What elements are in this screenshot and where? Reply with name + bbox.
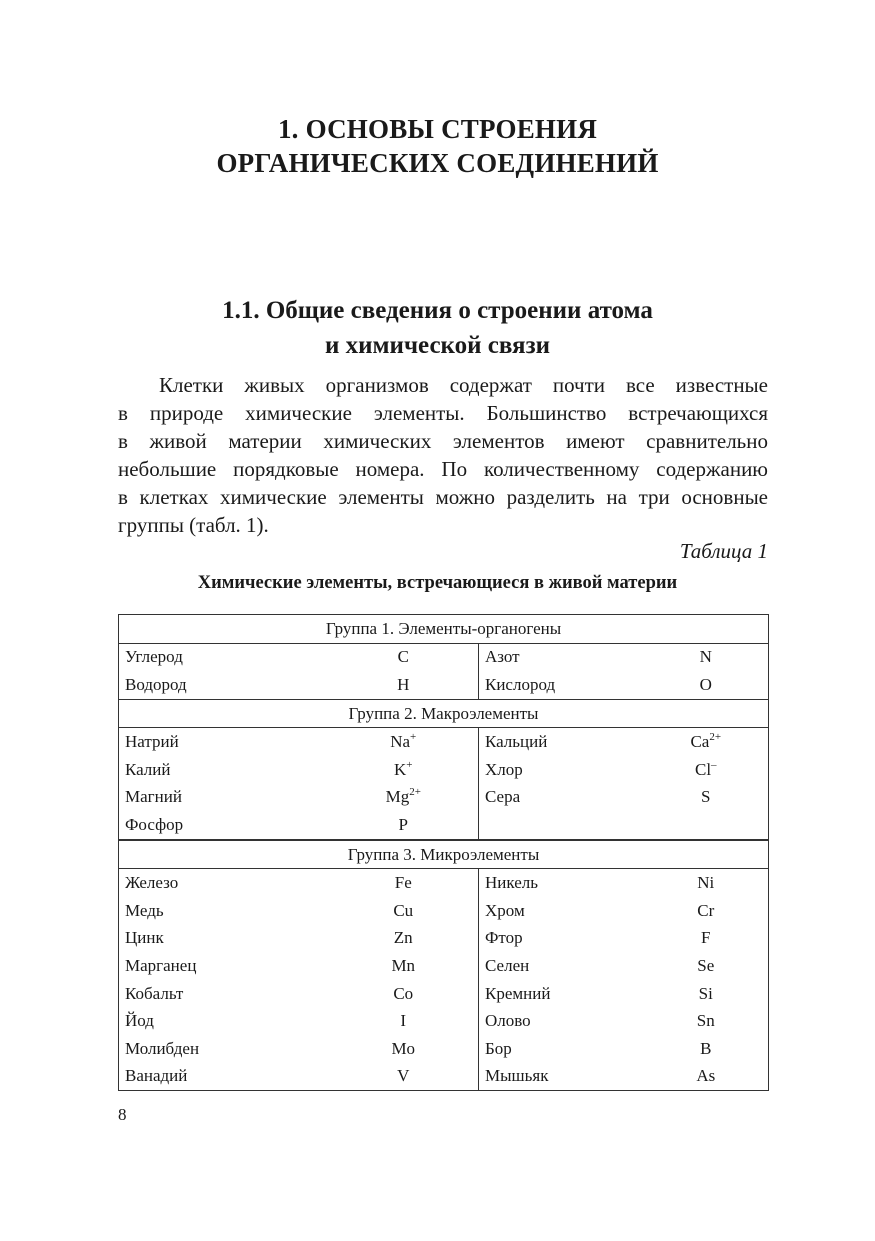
element-name-cell xyxy=(479,1063,644,1091)
element-name: Фосфор xyxy=(125,814,184,834)
element-symbol: Cr xyxy=(697,900,715,920)
element-name: Кобальт xyxy=(125,983,184,1003)
element-name: Медь xyxy=(125,900,164,920)
element-name: Азот xyxy=(485,647,520,667)
element-symbol: H xyxy=(397,674,410,694)
element-symbol-cell xyxy=(644,811,769,840)
element-symbol-cell xyxy=(329,784,479,812)
paragraph-line: группы (табл. 1). xyxy=(118,513,269,537)
element-name-cell xyxy=(119,869,329,897)
element-symbol: N xyxy=(699,647,712,667)
element-name-cell xyxy=(119,925,329,953)
element-row xyxy=(119,925,769,953)
element-symbol: Ni xyxy=(697,873,715,893)
paragraph-line: в клетках химические элементы можно разделить на три основные xyxy=(118,485,768,509)
element-name-cell xyxy=(479,1035,644,1063)
element-name-cell xyxy=(119,952,329,980)
element-name: Олово xyxy=(485,1011,531,1031)
element-name: Йод xyxy=(125,1011,154,1031)
element-name: Молибден xyxy=(125,1038,200,1058)
element-symbol: Co xyxy=(393,983,414,1003)
element-symbol: As xyxy=(696,1066,716,1086)
element-name-cell xyxy=(119,1007,329,1035)
paragraph-line: небольшие порядковые номера. По количественному содержанию xyxy=(118,457,768,481)
element-row xyxy=(119,756,769,784)
ion-charge: 2+ xyxy=(409,786,421,799)
group-title: Группа 1. Элементы-органогены xyxy=(119,615,769,644)
element-row xyxy=(119,784,769,812)
group-header-row xyxy=(119,699,769,728)
element-symbol-cell xyxy=(644,1007,769,1035)
element-row xyxy=(119,952,769,980)
element-symbol: Mo xyxy=(391,1038,416,1058)
paragraph-line: в живой материи химических элементов имеют сравнительно xyxy=(118,429,768,453)
element-name-cell xyxy=(119,671,329,699)
element-symbol-cell xyxy=(644,952,769,980)
element-symbol: Se xyxy=(697,955,715,975)
element-symbol: Ca xyxy=(690,732,710,752)
element-name-cell xyxy=(479,784,644,812)
element-symbol-cell xyxy=(329,1007,479,1035)
group-header-row xyxy=(119,615,769,644)
element-name: Фтор xyxy=(485,928,523,948)
element-symbol-cell xyxy=(644,897,769,925)
chapter-title-line-2: ОРГАНИЧЕСКИХ СОЕДИНЕНИЙ xyxy=(216,148,659,178)
element-name-cell xyxy=(119,728,329,756)
element-name: Железо xyxy=(125,873,179,893)
body-paragraph xyxy=(118,371,768,539)
element-row xyxy=(119,980,769,1008)
element-name: Мышьяк xyxy=(485,1066,549,1086)
element-name: Кальций xyxy=(485,732,548,752)
page-number: 8 xyxy=(118,1105,127,1124)
element-symbol: Zn xyxy=(393,928,413,948)
elements-table xyxy=(118,614,769,1091)
element-symbol-cell xyxy=(644,980,769,1008)
element-symbol-cell xyxy=(329,925,479,953)
element-symbol: Sn xyxy=(696,1011,715,1031)
element-name: Натрий xyxy=(125,732,179,752)
element-name-cell xyxy=(119,756,329,784)
element-name: Кремний xyxy=(485,983,551,1003)
group-title: Группа 3. Микроэлементы xyxy=(119,840,769,869)
element-name-cell xyxy=(119,643,329,671)
element-symbol-cell xyxy=(329,728,479,756)
element-symbol-cell xyxy=(644,756,769,784)
element-name-cell xyxy=(119,1063,329,1091)
element-name-cell xyxy=(479,671,644,699)
element-symbol-cell xyxy=(329,897,479,925)
element-symbol-cell xyxy=(329,869,479,897)
element-name: Калий xyxy=(125,759,171,779)
group-header-row xyxy=(119,840,769,869)
element-symbol: Si xyxy=(698,983,713,1003)
element-name: Марганец xyxy=(125,955,197,975)
element-symbol: Fe xyxy=(394,873,412,893)
paragraph-line: в природе химические элементы. Большинство встречающихся xyxy=(118,401,768,425)
ion-charge: 2+ xyxy=(709,731,722,744)
element-name: Углерод xyxy=(125,647,183,667)
element-symbol: Cl xyxy=(694,759,712,779)
element-name-cell xyxy=(119,980,329,1008)
element-name-cell xyxy=(119,1035,329,1063)
element-row xyxy=(119,869,769,897)
table-label: Таблица 1 xyxy=(679,539,768,563)
element-name-cell xyxy=(479,811,644,840)
table-caption: Химические элементы, встречающиеся в живой материи xyxy=(197,573,678,593)
element-symbol: Cu xyxy=(393,900,414,920)
element-symbol-cell xyxy=(329,952,479,980)
chapter-title-line-1: 1. ОСНОВЫ СТРОЕНИЯ xyxy=(277,114,598,144)
element-symbol: K xyxy=(394,759,407,779)
element-symbol-cell xyxy=(329,643,479,671)
element-symbol-cell xyxy=(329,756,479,784)
chapter-title xyxy=(0,112,875,180)
element-symbol: Na xyxy=(390,732,411,752)
section-title xyxy=(0,293,875,363)
element-name-cell xyxy=(479,869,644,897)
element-name-cell xyxy=(479,980,644,1008)
element-row xyxy=(119,728,769,756)
element-symbol-cell xyxy=(329,671,479,699)
element-name-cell xyxy=(479,952,644,980)
element-name-cell xyxy=(479,925,644,953)
element-name-cell xyxy=(119,784,329,812)
element-symbol: I xyxy=(400,1011,407,1031)
element-name: Магний xyxy=(125,787,182,807)
element-name: Бор xyxy=(485,1038,512,1058)
element-name-cell xyxy=(119,811,329,840)
element-row xyxy=(119,643,769,671)
element-name: Ванадий xyxy=(125,1066,188,1086)
element-name-cell xyxy=(479,897,644,925)
element-symbol-cell xyxy=(644,643,769,671)
ion-charge: + xyxy=(406,758,413,771)
element-name: Кислород xyxy=(485,674,556,694)
section-title-line-1: 1.1. Общие сведения о строении атома xyxy=(222,297,653,324)
element-symbol-cell xyxy=(329,980,479,1008)
element-row xyxy=(119,1035,769,1063)
element-symbol: C xyxy=(397,647,409,667)
elements-table-body xyxy=(119,615,769,1091)
element-symbol: F xyxy=(701,928,711,948)
element-symbol: O xyxy=(699,674,712,694)
element-symbol-cell xyxy=(644,925,769,953)
element-symbol-cell xyxy=(644,869,769,897)
element-name: Хром xyxy=(485,900,525,920)
element-name-cell xyxy=(479,756,644,784)
element-name: Цинк xyxy=(125,928,164,948)
ion-charge: – xyxy=(711,758,717,771)
element-symbol-cell xyxy=(644,1063,769,1091)
element-row xyxy=(119,897,769,925)
element-symbol-cell xyxy=(644,784,769,812)
element-symbol-cell xyxy=(329,1063,479,1091)
element-symbol-cell xyxy=(329,811,479,840)
element-symbol-cell xyxy=(644,728,769,756)
element-symbol: V xyxy=(397,1066,410,1086)
element-row xyxy=(119,1063,769,1091)
section-title-line-2: и химической связи xyxy=(324,332,551,359)
ion-charge: + xyxy=(410,731,417,744)
element-row xyxy=(119,671,769,699)
element-row xyxy=(119,1007,769,1035)
element-symbol: P xyxy=(398,814,408,834)
element-row xyxy=(119,811,769,840)
element-name: Никель xyxy=(485,873,538,893)
element-name-cell xyxy=(479,1007,644,1035)
group-title: Группа 2. Макроэлементы xyxy=(119,699,769,728)
element-name: Селен xyxy=(485,955,530,975)
element-symbol: B xyxy=(700,1038,712,1058)
element-symbol: S xyxy=(701,787,711,807)
element-name-cell xyxy=(479,643,644,671)
element-name-cell xyxy=(479,728,644,756)
element-name-cell xyxy=(119,897,329,925)
element-symbol: Mg xyxy=(385,787,410,807)
paragraph-line: Клетки живых организмов содержат почти все известные xyxy=(159,373,768,397)
element-symbol-cell xyxy=(329,1035,479,1063)
element-symbol: Mn xyxy=(391,955,416,975)
element-symbol-cell xyxy=(644,671,769,699)
element-name: Сера xyxy=(485,787,521,807)
element-symbol-cell xyxy=(644,1035,769,1063)
element-name: Хлор xyxy=(485,759,523,779)
element-name: Водород xyxy=(125,674,187,694)
